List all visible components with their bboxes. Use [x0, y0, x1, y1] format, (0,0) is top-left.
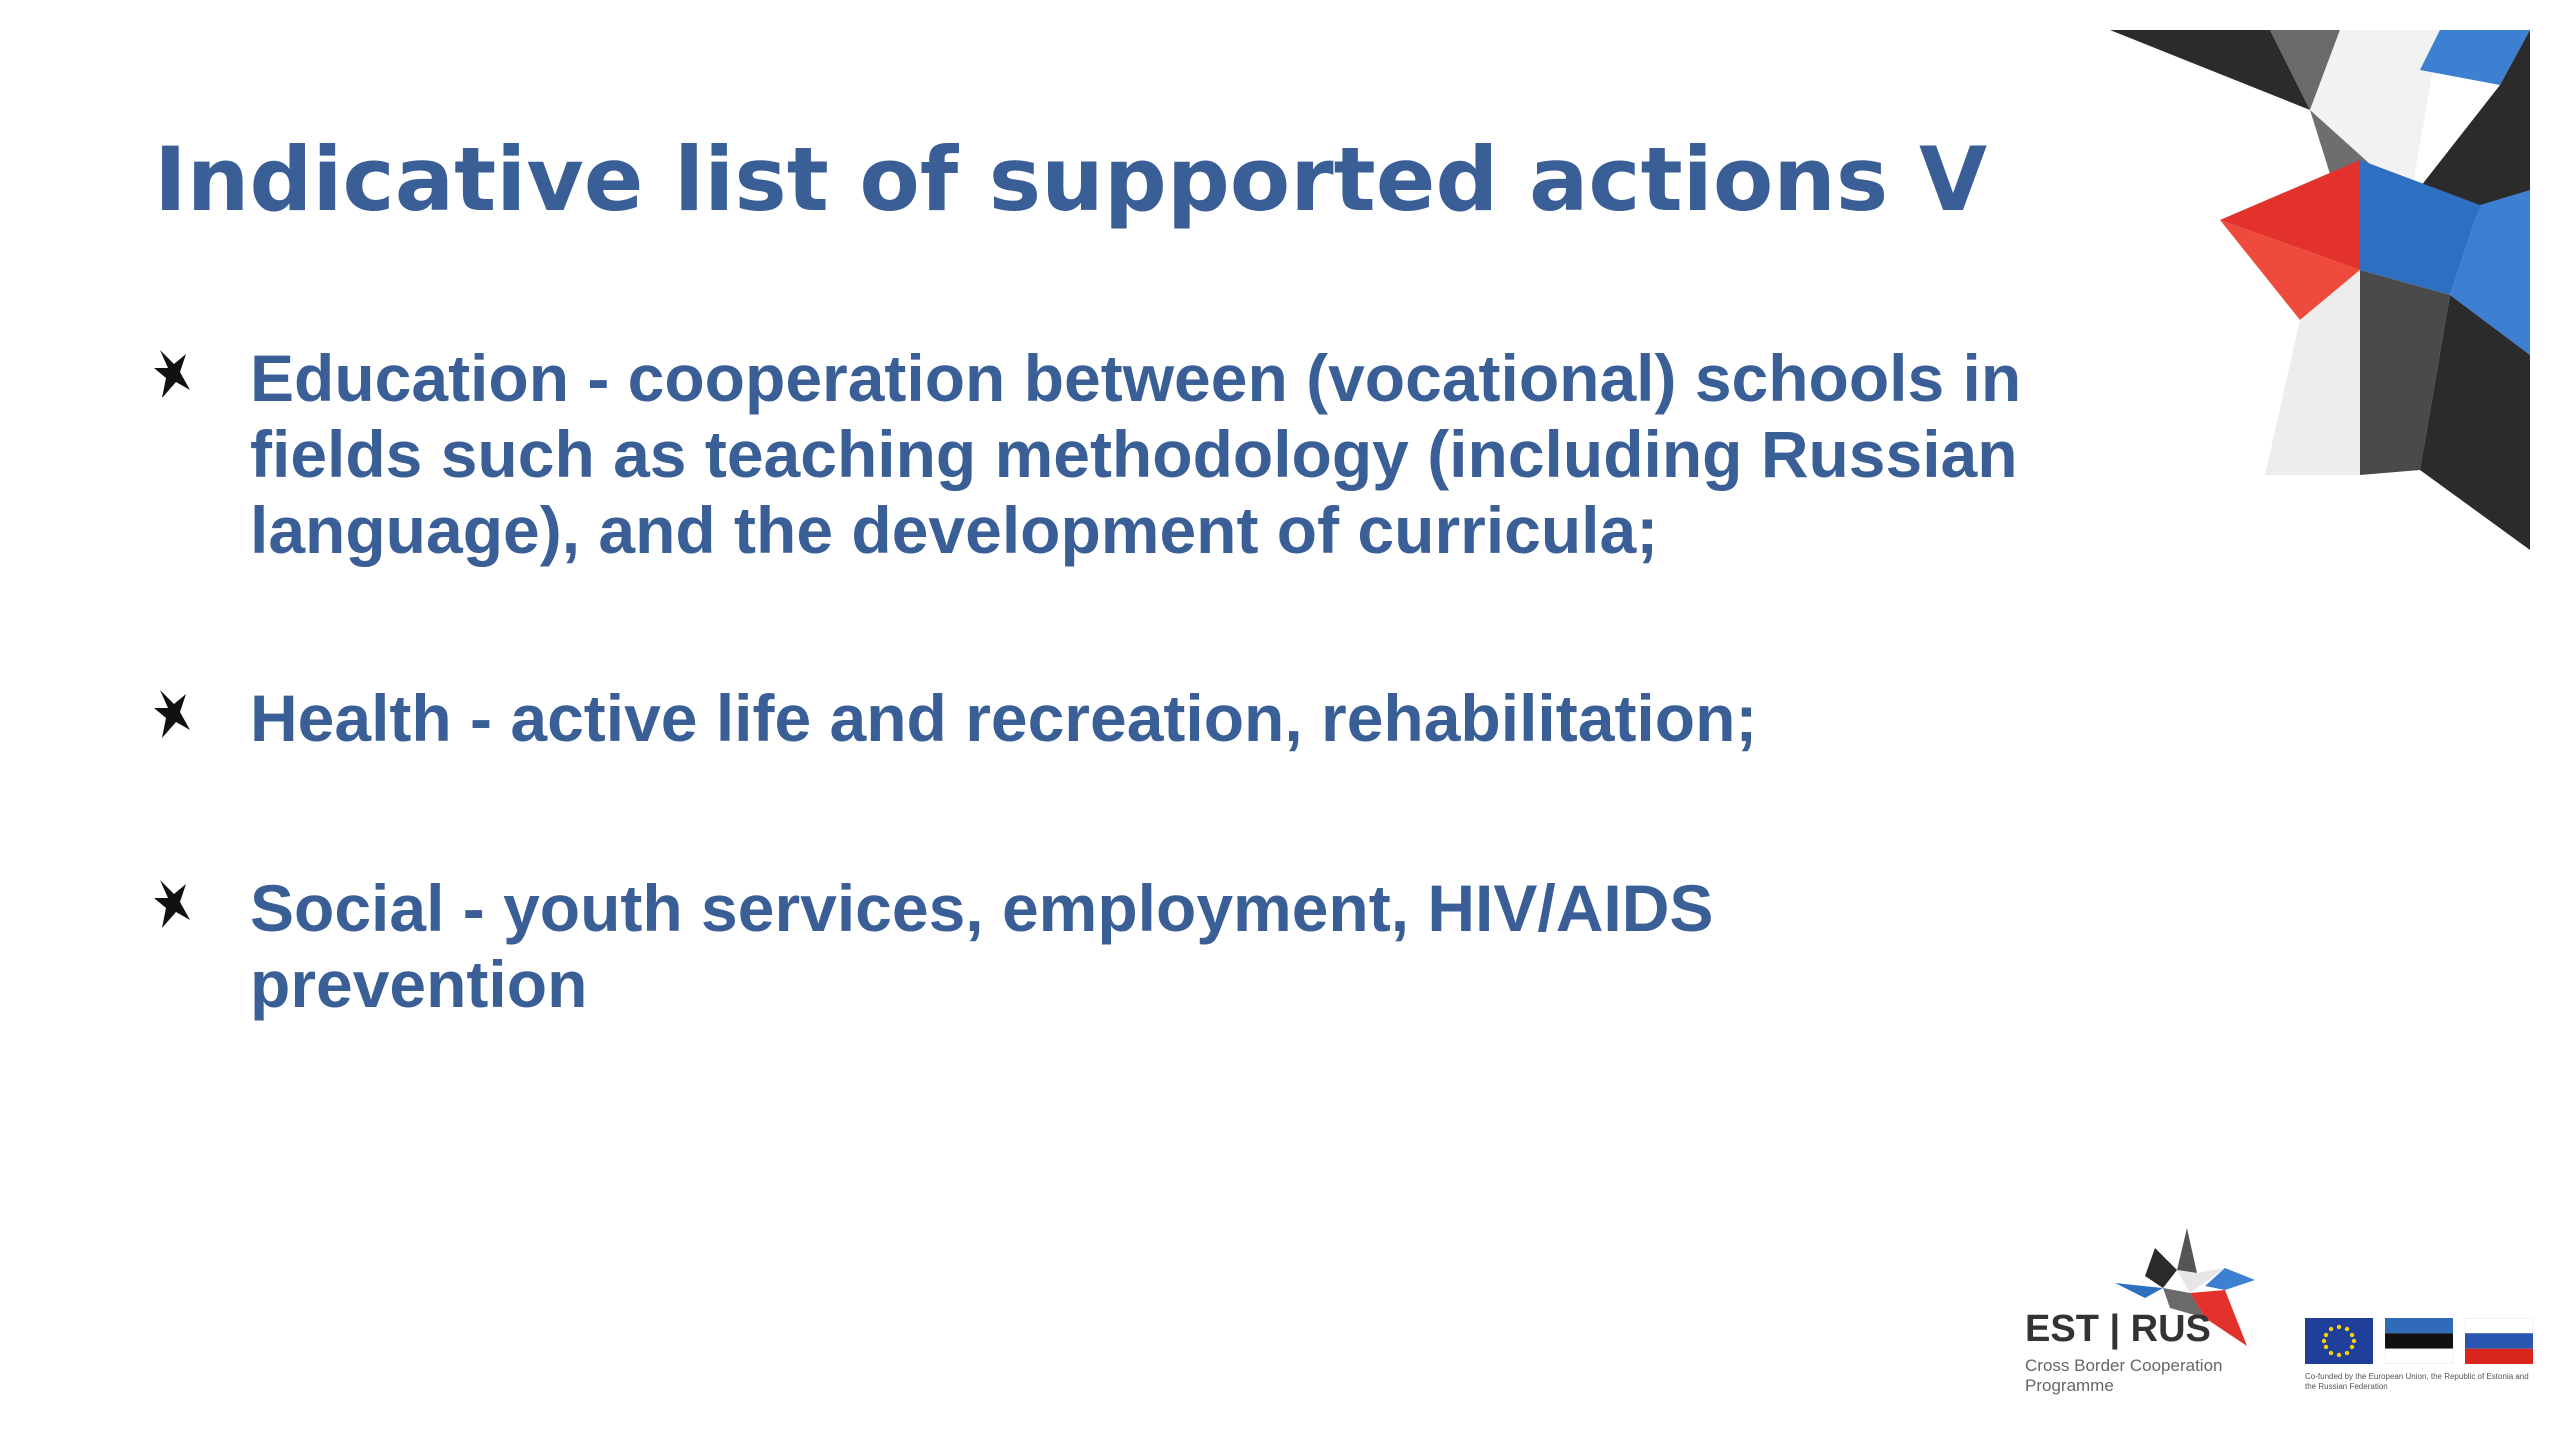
star-bullet-icon — [152, 686, 192, 742]
slide-title: Indicative list of supported actions V — [154, 128, 1988, 231]
eu-flag — [2305, 1318, 2373, 1364]
logo-subtitle: Cross Border Cooperation Programme — [2025, 1356, 2223, 1395]
star-bullet-icon — [152, 346, 192, 402]
logo-name: EST | RUS — [2025, 1308, 2211, 1350]
bullet-text: Social - youth services, employment, HIV/AIDS prevention — [250, 871, 1714, 1021]
funding-flags — [2305, 1318, 2535, 1398]
russia-flag — [2465, 1318, 2533, 1364]
estonia-flag — [2385, 1318, 2453, 1364]
bullet-text: Education - cooperation between (vocational) schools in fields such as teaching methodology (including Russian language), and the development of curricula; — [250, 341, 2022, 567]
bullet-text: Health - active life and recreation, rehabilitation; — [250, 681, 1758, 755]
cofunded-caption: Co-funded by the European Union, the Republic of Estonia and the Russian Federation — [2305, 1372, 2529, 1391]
est-rus-logo — [2025, 1228, 2270, 1408]
star-bullet-icon — [152, 876, 192, 932]
